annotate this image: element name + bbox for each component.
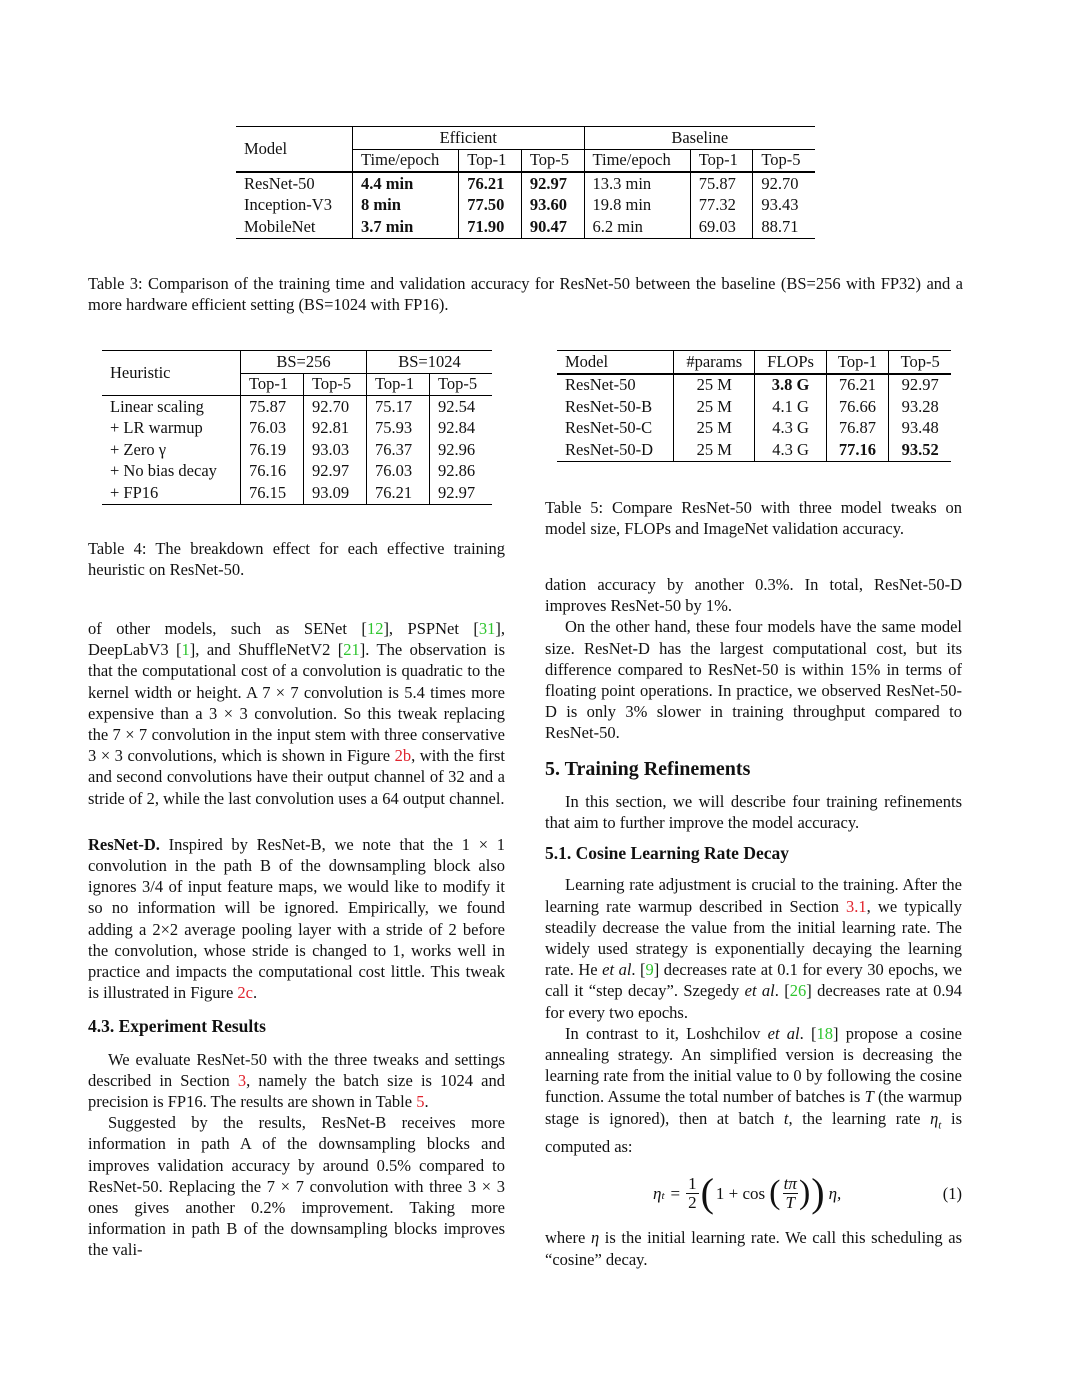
table3-sub: Top-1: [459, 149, 522, 172]
section-heading-5-1: 5.1. Cosine Learning Rate Decay: [545, 843, 790, 864]
table-cell: 92.70: [753, 172, 815, 195]
table-cell: 93.43: [753, 195, 815, 217]
table-cell: 6.2 min: [584, 216, 690, 238]
table3-group-efficient: Efficient: [353, 127, 584, 150]
table-cell: Inception-V3: [244, 195, 332, 215]
table3-sub: Top-1: [690, 149, 753, 172]
table-cell: 77.16: [826, 439, 889, 461]
table5-header: Top-5: [889, 351, 951, 374]
citation-link[interactable]: 26: [789, 981, 807, 1001]
paragraph: We evaluate ResNet-50 with the three tweaks and settings described in Section 3, namely the batch size is 1024 and precision is FP16. The results are shown in Table 5.: [88, 1049, 505, 1112]
table-cell: 76.03: [366, 461, 429, 483]
paragraph: Learning rate adjustment is crucial to the training. After the learning rate warmup described in Section 3.1, we typically steadily decrease the value from the initial learning rate. The widely used strategy is exponentially decaying the learning rate. He et al. [9] decreases rate at 0.1 for every 30 epochs, we call it “step decay”. Szegedy et al. [26] decreases rate at 0.94 for every two epochs.: [545, 875, 963, 1022]
table3-header-model: Model: [244, 139, 288, 158]
table-cell: 92.70: [303, 396, 366, 418]
table-row: [236, 195, 815, 217]
table3-group-baseline: Baseline: [584, 127, 815, 150]
table-cell: 25 M: [674, 374, 755, 397]
table-cell: 75.87: [240, 396, 303, 418]
table-cell: 76.37: [366, 439, 429, 461]
section-heading-5: 5. Training Refinements: [545, 757, 751, 780]
table-cell: 92.86: [430, 461, 493, 483]
table-cell: 92.97: [521, 172, 584, 195]
table3-sub: Top-5: [753, 149, 815, 172]
table4-sub: Top-5: [303, 373, 366, 396]
table-row: [557, 439, 951, 461]
table5-header: FLOPs: [755, 351, 826, 374]
table-cell: ResNet-50-B: [565, 396, 653, 416]
table5-caption: Table 5: Compare ResNet-50 with three model tweaks on model size, FLOPs and ImageNet validation accuracy.: [545, 498, 962, 538]
left-column: [88, 618, 505, 1261]
table-row: [102, 418, 492, 440]
table4-sub: Top-1: [240, 373, 303, 396]
equation-1: η $_t$ = $\frac{1}{2}$ ( 1 + cos ( tπ T ) ) η, (1): [653, 1170, 962, 1216]
table-cell: 3.8 G: [755, 374, 826, 397]
paragraph: In contrast to it, Loshchilov et al. [18] propose a cosine annealing strategy. An simplified version is decreasing the learning rate from the initial value to 0 by following the cosine function. Assume the total number of batches is T (the warmup stage is ignored), then at batch t, the learning rate $\eta_t$ is computed as:: [545, 1023, 962, 1157]
table-cell: ResNet-50-C: [565, 418, 653, 438]
table-cell: 69.03: [690, 216, 753, 238]
paragraph: of other models, such as SENet [12], PSPNet [31], DeepLabV3 [1], and ShuffleNetV2 [21]. The observation is that the computational cost of a convolution is quadratic to the kernel width or height. A 7 × 7 convolution is 5.4 times more expensive than a 3 × 3 convolution. So this tweak replacing the 7 × 7 convolution in the input stem with three conservative 3 × 3 convolutions, which is shown in Figure 2b, with the first and second convolutions have their output channel of 32 and a stride of 2, while the last convolution uses a 64 output channel.: [88, 619, 506, 808]
table-cell: 76.03: [240, 418, 303, 440]
table-row: [102, 482, 492, 504]
table5-header: Top-1: [826, 351, 889, 374]
table5-header: #params: [674, 351, 755, 374]
citation-link[interactable]: 18: [816, 1023, 833, 1043]
table-cell: 93.28: [889, 396, 951, 418]
table4-header-heuristic: Heuristic: [110, 363, 171, 382]
right-column: [545, 574, 962, 1270]
table-link[interactable]: 5: [416, 1092, 425, 1112]
table-cell: ResNet-50: [565, 375, 636, 395]
table-row: [557, 396, 951, 418]
paragraph: where η is the initial learning rate. We call this scheduling as “cosine” decay.: [545, 1228, 963, 1269]
paragraph: Suggested by the results, ResNet-B receives more information in path A of the downsampling blocks and improves validation accuracy by around 0.5% compared to ResNet-50. Replacing the 7 × 7 convolution with three 3 × 3 ones gives another 0.2% improvement. Taking more information in path B of the downsampling blocks improves the vali-: [88, 1113, 505, 1260]
table-cell: + LR warmup: [110, 418, 203, 438]
table-row: [557, 418, 951, 440]
table-cell: 76.21: [826, 374, 889, 397]
paragraph: dation accuracy by another 0.3%. In total, ResNet-50-D improves ResNet-50 by 1%.: [545, 575, 962, 616]
table-cell: 4.4 min: [353, 172, 459, 195]
table-3: [236, 126, 815, 239]
paragraph: On the other hand, these four models have the same model size. ResNet-D has the largest computational cost, but its difference compared to ResNet-50 is within 15% in terms of floating point operations. In practice, we observed ResNet-50-D is only 3% slower in training throughput compared to ResNet-50.: [545, 617, 962, 743]
table-cell: 92.81: [303, 418, 366, 440]
paragraph-resnet-d: ResNet-D. Inspired by ResNet-B, we note that the 1 × 1 convolution in the path B of the downsampling block also ignores 3/4 of input feature maps, we would like to modify it so no information will be ignored. Empirically, we found adding a 2×2 average pooling layer with a stride of 2 before the convolution, whose stride is changed to 1, works well in practice and impacts the computational cost little. This tweak is illustrated in Figure 2c.: [88, 834, 505, 1003]
table3-sub: Time/epoch: [584, 149, 690, 172]
table4-sub: Top-5: [430, 373, 493, 396]
table3-caption: Table 3: Comparison of the training time and validation accuracy for ResNet-50 between the baseline (BS=256 with FP32) and a more hardware efficient setting (BS=1024 with FP16).: [88, 274, 963, 314]
table-row: [557, 374, 951, 397]
table-cell: 13.3 min: [584, 172, 690, 195]
table4-caption: Table 4: The breakdown effect for each effective training heuristic on ResNet-50.: [88, 539, 505, 579]
table-cell: Linear scaling: [110, 396, 204, 416]
table-cell: 76.21: [366, 482, 429, 504]
table-cell: ResNet-50-D: [565, 439, 653, 459]
table-cell: 76.19: [240, 439, 303, 461]
table4-group-bs256: BS=256: [240, 351, 366, 374]
table-cell: 76.66: [826, 396, 889, 418]
table3-sub: Top-5: [521, 149, 584, 172]
table-cell: 75.87: [690, 172, 753, 195]
table-row: [236, 172, 815, 195]
paragraph-heading: ResNet-D.: [88, 834, 160, 854]
table-cell: 4.1 G: [755, 396, 826, 418]
table-cell: 77.50: [459, 195, 522, 217]
table-cell: + Zero γ: [110, 439, 166, 459]
citation-link[interactable]: 12: [366, 619, 384, 638]
citation-link[interactable]: 21: [343, 640, 360, 660]
table-cell: 76.87: [826, 418, 889, 440]
table-cell: 75.93: [366, 418, 429, 440]
citation-link[interactable]: 31: [478, 619, 496, 638]
table-cell: 88.71: [753, 216, 815, 238]
table-row: [102, 396, 492, 418]
table-cell: 93.03: [303, 439, 366, 461]
table-cell: 76.16: [240, 461, 303, 483]
table-cell: 71.90: [459, 216, 522, 238]
table-5: [557, 350, 951, 462]
table-cell: 92.97: [303, 461, 366, 483]
table-cell: 92.54: [430, 396, 493, 418]
table-cell: 25 M: [674, 439, 755, 461]
table4-group-bs1024: BS=1024: [366, 351, 492, 374]
table-cell: 93.52: [889, 439, 951, 461]
table-row: [102, 439, 492, 461]
paragraph: In this section, we will describe four training refinements that aim to further improve the model accuracy.: [545, 791, 962, 833]
table-cell: 8 min: [353, 195, 459, 217]
table-cell: 93.60: [521, 195, 584, 217]
table-cell: 76.15: [240, 482, 303, 504]
table-cell: 3.7 min: [353, 216, 459, 238]
table-cell: + No bias decay: [110, 461, 217, 481]
section-heading-4-3: 4.3. Experiment Results: [88, 1016, 266, 1037]
table-cell: 76.21: [459, 172, 522, 195]
table-cell: 92.84: [430, 418, 493, 440]
table-cell: 25 M: [674, 396, 755, 418]
table-cell: 93.48: [889, 418, 951, 440]
table-row: [102, 461, 492, 483]
table-cell: ResNet-50: [244, 173, 315, 193]
table5-header: Model: [565, 351, 609, 371]
table-cell: 92.97: [889, 374, 951, 397]
section-link[interactable]: 3.1: [846, 896, 867, 916]
citation-link[interactable]: 9: [645, 960, 654, 980]
table-cell: MobileNet: [244, 216, 316, 236]
table-cell: 77.32: [690, 195, 753, 217]
table-cell: + FP16: [110, 482, 159, 502]
table-cell: 92.96: [430, 439, 493, 461]
figure-link[interactable]: 2b: [394, 746, 412, 766]
table-cell: 25 M: [674, 418, 755, 440]
table-cell: 4.3 G: [755, 418, 826, 440]
table-cell: 19.8 min: [584, 195, 690, 217]
table-row: [236, 216, 815, 238]
figure-link[interactable]: 2c: [237, 983, 253, 1003]
table-cell: 93.09: [303, 482, 366, 504]
table-4: [102, 350, 492, 505]
equation-number: (1): [942, 1184, 962, 1204]
table-cell: 4.3 G: [755, 439, 826, 461]
citation-link[interactable]: 1: [181, 640, 190, 660]
table-cell: 90.47: [521, 216, 584, 238]
section-link[interactable]: 3: [237, 1070, 247, 1090]
table-cell: 92.97: [430, 482, 493, 504]
table3-sub: Time/epoch: [353, 149, 459, 172]
table-cell: 75.17: [366, 396, 429, 418]
table4-sub: Top-1: [366, 373, 429, 396]
